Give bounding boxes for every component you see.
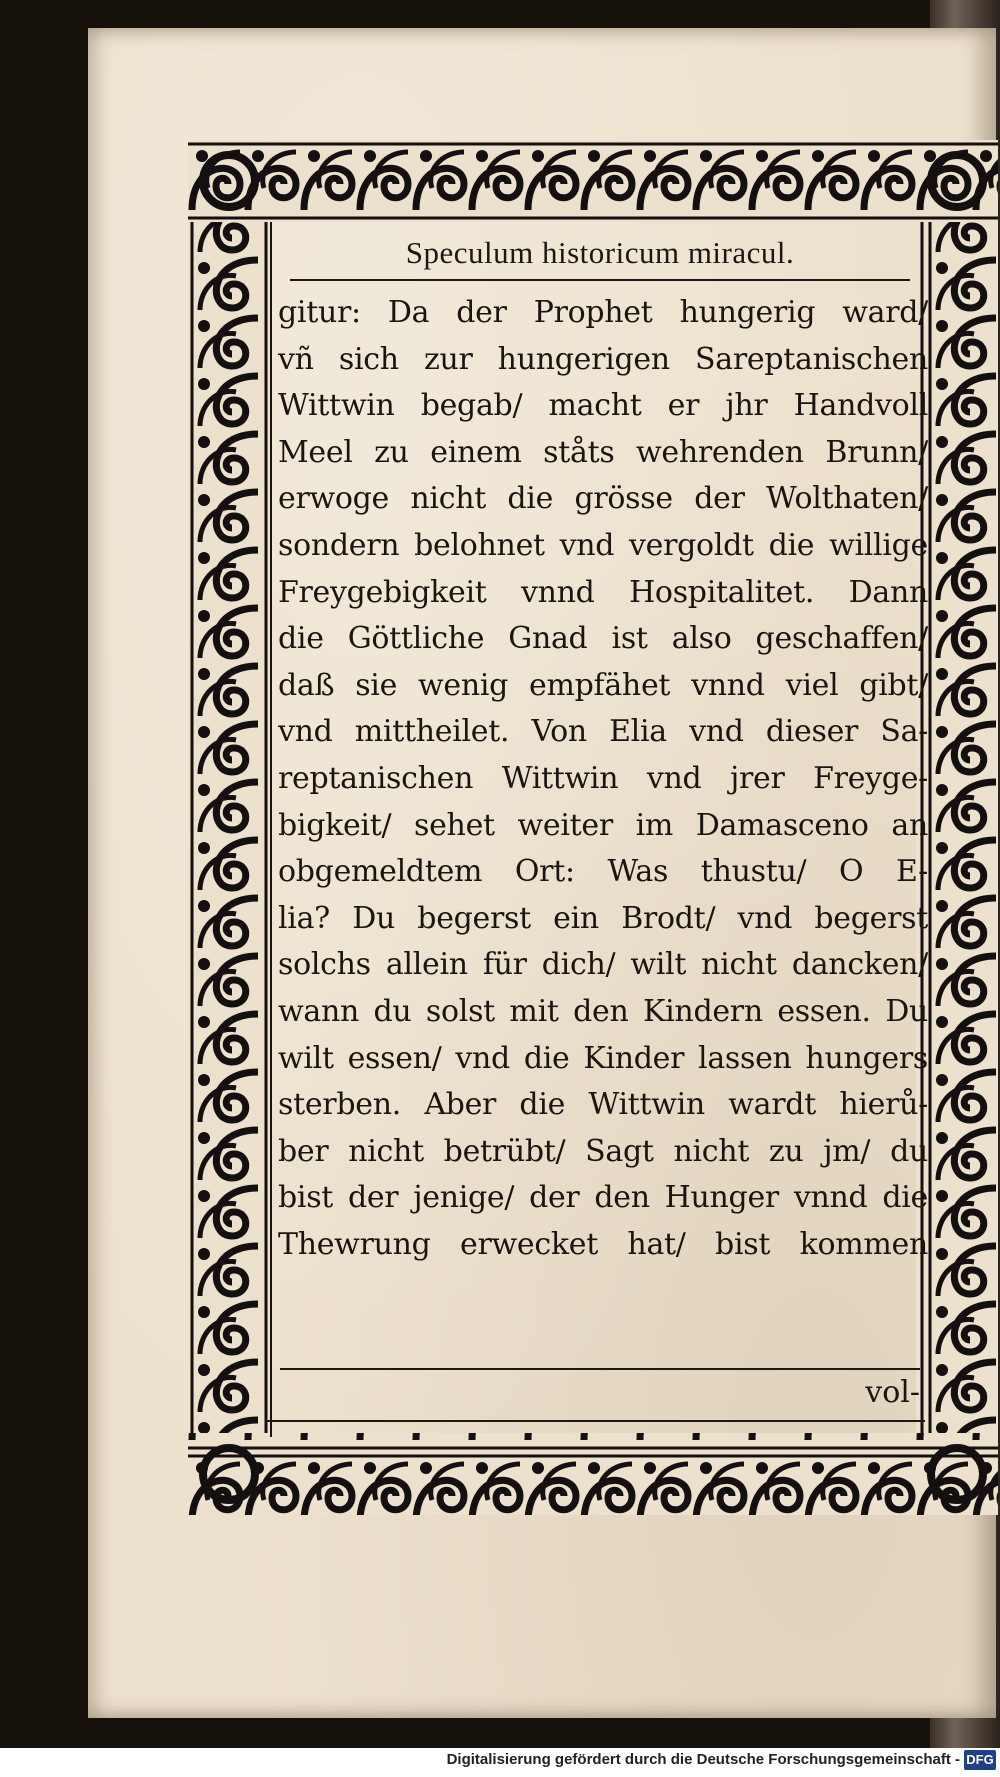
text-line: lia? Du begerst ein Brodt/ vnd begerst — [278, 900, 928, 936]
text-line: solchs allein für dich/ wilt nicht dancken/ — [278, 947, 928, 983]
text-line: gitur: Da der Prophet hungerig ward/ — [278, 295, 928, 330]
text-line: Meel zu einem ståts wehrenden Brunn/ — [278, 434, 928, 470]
running-head: Speculum historicum miracul. — [405, 235, 795, 270]
digitization-credit: Digitalisierung gefördert durch die Deutsche Forschungsgemeinschaft - — [446, 1751, 960, 1768]
text-line: reptanischen Wittwin vnd jrer Freyge- — [278, 760, 928, 796]
text-line: vnd mittheilet. Von Elia vnd dieser Sa- — [278, 714, 928, 750]
text-line: vñ sich zur hungerigen Sareptanischen — [278, 341, 928, 377]
text-line: daß sie wenig empfähet vnnd viel gibt/ — [278, 667, 928, 703]
text-line: Freygebigkeit vnnd Hospitalitet. Dann — [278, 574, 928, 610]
text-line: erwoge nicht die grösse der Wolthaten/ — [278, 481, 928, 517]
text-line: ber nicht betrübt/ Sagt nicht zu jm/ du — [278, 1133, 928, 1169]
text-line: wann du solst mit den Kindern essen. Du — [278, 993, 928, 1029]
body-text — [278, 290, 928, 1268]
text-line: obgemeldtem Ort: Was thustu/ O E- — [278, 854, 928, 890]
text-line: bigkeit/ sehet weiter im Damasceno an — [278, 807, 928, 843]
text-line: Thewrung erwecket hat/ bist kommen — [278, 1226, 928, 1262]
bottom-rule-lower — [265, 1420, 925, 1422]
text-line: Wittwin begab/ macht er jhr Handvoll — [278, 388, 928, 424]
header-rule — [290, 279, 910, 281]
text-line: wilt essen/ vnd die Kinder lassen hungers — [278, 1040, 928, 1076]
text-line: die Göttliche Gnad ist also geschaffen/ — [278, 621, 928, 657]
text-line: bist der jenige/ der den Hunger vnnd die — [278, 1180, 928, 1216]
text-line: sondern belohnet vnd vergoldt die willige — [278, 527, 928, 563]
catchword: vol- — [865, 1375, 920, 1410]
text-line: sterben. Aber die Wittwin wardt hierů- — [278, 1087, 928, 1123]
dfg-logo: DFG — [964, 1750, 996, 1770]
